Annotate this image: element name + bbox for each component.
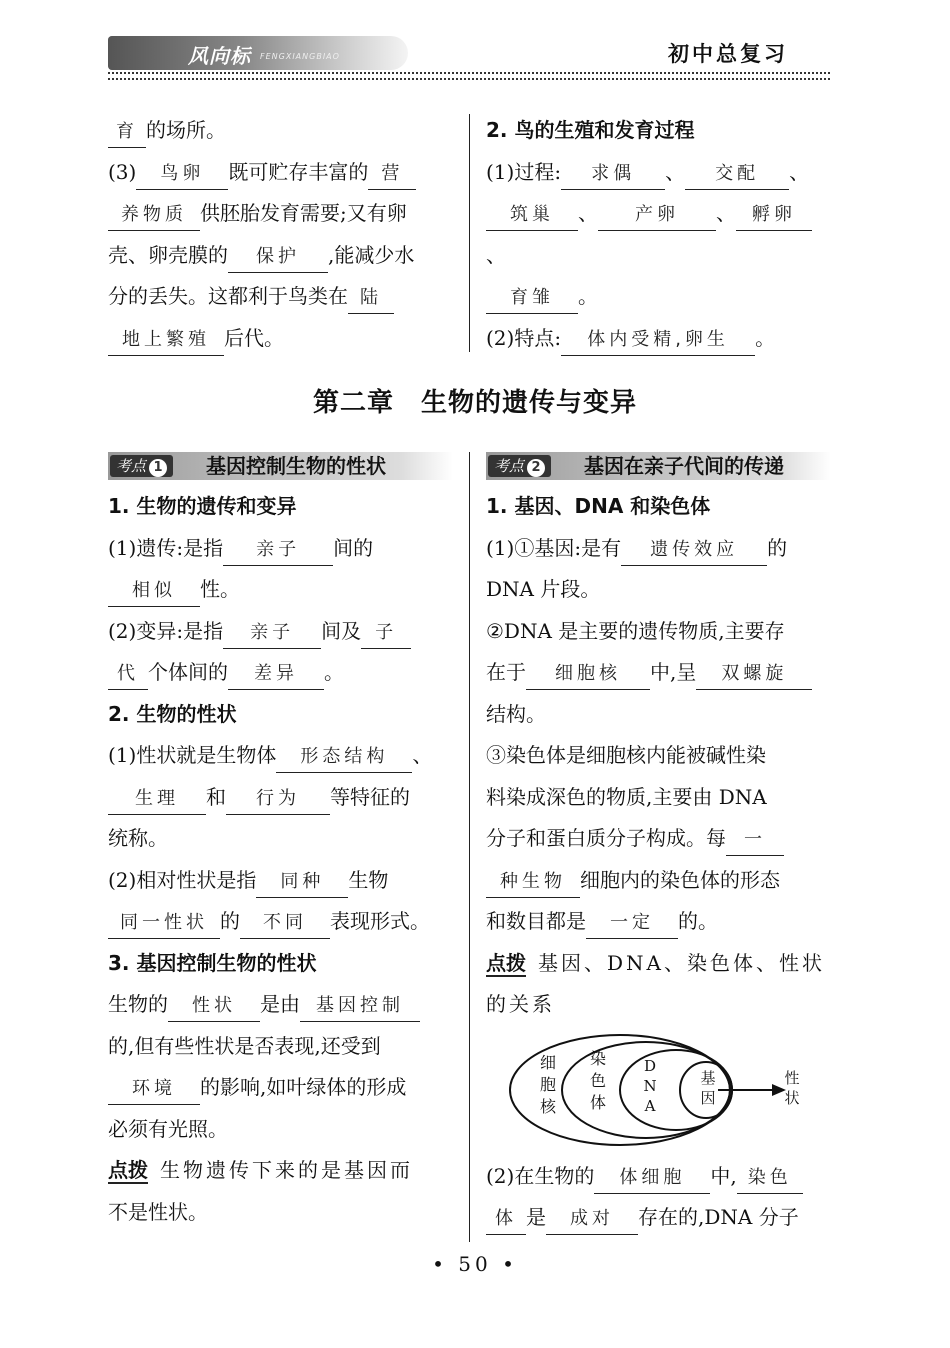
blank: 亲子 <box>223 618 321 649</box>
blank: 求偶 <box>561 159 665 190</box>
blank: 成对 <box>546 1204 638 1235</box>
text: 的 <box>767 535 788 560</box>
blank: 形态结构 <box>276 742 412 773</box>
kaodian-number: 2 <box>527 459 545 477</box>
text: 、 <box>716 201 736 225</box>
blank: 一定 <box>586 908 678 939</box>
section-heading: 2. 生物的性状 <box>108 701 237 726</box>
text: 间的 <box>333 535 374 560</box>
section-heading: 2. 鸟的生殖和发育过程 <box>486 118 695 142</box>
section-heading: 1. 生物的遗传和变异 <box>108 494 297 518</box>
text: 中,呈 <box>650 660 697 684</box>
blank: 一 <box>726 825 784 856</box>
blank: 筑巢 <box>486 200 578 231</box>
label-char: 核 <box>539 1096 556 1116</box>
text: (1)性状就是生物体 <box>108 743 277 767</box>
blank: 生理 <box>108 784 206 815</box>
blank: 种生物 <box>486 867 580 898</box>
text: ③染色体是细胞核内能被碱性染 <box>486 743 766 767</box>
blank: 染色 <box>737 1163 803 1194</box>
text: (3) <box>108 159 137 184</box>
section-heading: 3. 基因控制生物的性状 <box>108 950 317 975</box>
text: 、 <box>789 159 810 184</box>
blank: 子 <box>361 618 411 649</box>
blank: 育 <box>108 117 146 148</box>
chromosome-label <box>586 1048 610 1114</box>
text: 、 <box>412 743 433 767</box>
column-divider <box>469 114 470 352</box>
blank: 双螺旋 <box>696 659 812 690</box>
label-char: D <box>643 1056 657 1075</box>
blank: 细胞核 <box>526 659 650 690</box>
label-char: 基 <box>700 1068 716 1087</box>
section-heading: 1. 基因、DNA 和染色体 <box>486 494 711 518</box>
page-number: • 50 • <box>432 1252 518 1276</box>
text: 生物的 <box>108 992 168 1016</box>
text: (2)特点: <box>486 325 562 350</box>
header-divider-2 <box>108 78 830 80</box>
kaodian-title: 基因控制生物的性状 <box>206 454 386 478</box>
text: 和 <box>206 784 226 809</box>
kaodian-label: 考点 <box>494 457 525 475</box>
gene-relationship-diagram <box>486 1030 831 1156</box>
text: 分的丢失。这都利于鸟类在 <box>108 284 348 308</box>
blank: 相似 <box>108 576 200 607</box>
blank: 差异 <box>228 659 324 690</box>
label-char: 胞 <box>539 1074 556 1094</box>
label-char: A <box>644 1096 656 1115</box>
label-char: N <box>643 1076 657 1095</box>
text: (1)遗传:是指 <box>108 535 224 560</box>
text: 既可贮存丰富的 <box>228 159 369 184</box>
text: (2)在生物的 <box>486 1163 595 1188</box>
text: 。 <box>324 660 344 684</box>
text: 统称。 <box>108 826 168 850</box>
page-header <box>0 0 950 80</box>
text: 在于 <box>486 660 526 684</box>
text: (2)变异:是指 <box>108 618 224 643</box>
text: 必须有光照。 <box>108 1116 228 1141</box>
blank: 保护 <box>228 242 328 273</box>
text: 。 <box>755 325 776 350</box>
header-divider <box>108 72 830 74</box>
text: 表现形式。 <box>330 909 430 933</box>
kaodian-banner <box>108 452 453 480</box>
blank: 陆 <box>348 283 394 314</box>
text: 的场所。 <box>146 118 226 142</box>
column-divider <box>469 452 470 1242</box>
blank: 产卵 <box>598 200 716 231</box>
tip-label: 点拨 <box>108 1158 148 1182</box>
text: 供胚胎发育需要;又有卵 <box>200 201 407 225</box>
text: 、 <box>665 159 686 184</box>
label-char: 因 <box>700 1088 716 1107</box>
kaodian-label: 考点 <box>116 457 147 475</box>
text: 不是性状。 <box>108 1199 208 1224</box>
text: ,能减少水 <box>328 242 415 267</box>
dna-label <box>638 1056 662 1116</box>
blank: 环境 <box>108 1074 200 1105</box>
label-char: 染 <box>589 1048 606 1068</box>
blank: 鸟卵 <box>136 159 228 190</box>
right-column <box>486 446 831 1239</box>
text: (2)相对性状是指 <box>108 867 257 892</box>
blank: 行为 <box>226 784 330 815</box>
blank: 交配 <box>685 159 789 190</box>
logo: 风向标 <box>188 44 251 68</box>
kaodian-badge <box>110 455 173 477</box>
trait-label <box>780 1068 804 1108</box>
blank: 孵卵 <box>736 200 812 231</box>
blank: 同种 <box>256 867 348 898</box>
blank: 代 <box>108 659 148 690</box>
text: 细胞内的染色体的形态 <box>580 867 780 892</box>
header-title: 初中总复习 <box>668 41 788 66</box>
label-char: 性 <box>784 1068 800 1087</box>
text: 壳、卵壳膜的 <box>108 242 228 267</box>
label-char: 色 <box>589 1070 606 1090</box>
text: 的影响,如叶绿体的形成 <box>200 1075 407 1099</box>
text: 存在的,DNA 分子 <box>638 1205 799 1229</box>
left-column <box>108 446 453 1233</box>
text: 。 <box>578 284 598 308</box>
text: (1)过程: <box>486 159 562 184</box>
text: 分子和蛋白质分子构成。每 <box>486 826 726 850</box>
text: 和数目都是 <box>486 909 586 933</box>
text: 生物 <box>348 867 389 892</box>
text: 后代。 <box>224 325 284 350</box>
kaodian-badge <box>488 455 551 477</box>
text: 性。 <box>200 577 240 601</box>
text: (1)①基因:是有 <box>486 535 622 560</box>
text: 是由 <box>260 992 300 1016</box>
logo-subtitle: FENGXIANGBIAO <box>260 52 340 61</box>
text: 、 <box>578 201 598 225</box>
text: 中, <box>710 1163 737 1188</box>
text: 的关系 <box>486 992 555 1016</box>
text: 的。 <box>678 909 718 933</box>
blank: 育雏 <box>486 283 578 314</box>
text: ②DNA 是主要的遗传物质,主要存 <box>486 618 785 643</box>
text: DNA 片段。 <box>486 577 601 601</box>
label-char: 体 <box>589 1092 606 1112</box>
blank: 遗传效应 <box>621 535 767 566</box>
text: 的,但有些性状是否表现,还受到 <box>108 1033 381 1058</box>
text: 等特征的 <box>330 784 410 809</box>
blank: 体内受精,卵生 <box>561 325 755 356</box>
blank: 基因控制 <box>300 991 420 1022</box>
text: 间及 <box>321 618 362 643</box>
nucleus-label <box>536 1052 560 1118</box>
blank: 不同 <box>240 908 330 939</box>
top-left-column <box>108 110 453 359</box>
kaodian-number: 1 <box>149 459 167 477</box>
top-right-column <box>486 110 831 359</box>
gene-label <box>696 1068 720 1108</box>
blank: 养物质 <box>108 200 200 231</box>
label-char: 细 <box>539 1052 556 1072</box>
blank: 地上繁殖 <box>108 325 224 356</box>
blank: 亲子 <box>223 535 333 566</box>
tip-label: 点拨 <box>486 950 526 975</box>
text: 是 <box>526 1205 546 1229</box>
blank: 体细胞 <box>594 1163 710 1194</box>
text: 、 <box>486 242 506 267</box>
kaodian-banner <box>486 452 831 480</box>
blank: 体 <box>486 1204 526 1235</box>
chapter-title: 第二章 生物的遗传与变异 <box>312 388 637 418</box>
text: 个体间的 <box>148 660 228 684</box>
text: 基因、DNA、染色体、性状 <box>538 950 825 975</box>
text: 的 <box>220 909 240 933</box>
blank: 性状 <box>168 991 260 1022</box>
blank: 营 <box>368 159 416 190</box>
text: 料染成深色的物质,主要由 DNA <box>486 784 767 809</box>
logo-banner <box>108 36 408 70</box>
blank: 同一性状 <box>108 908 220 939</box>
kaodian-title: 基因在亲子代间的传递 <box>584 454 784 478</box>
label-char: 状 <box>784 1088 800 1107</box>
text: 生物遗传下来的是基因而 <box>160 1158 413 1182</box>
text: 结构。 <box>486 701 546 726</box>
